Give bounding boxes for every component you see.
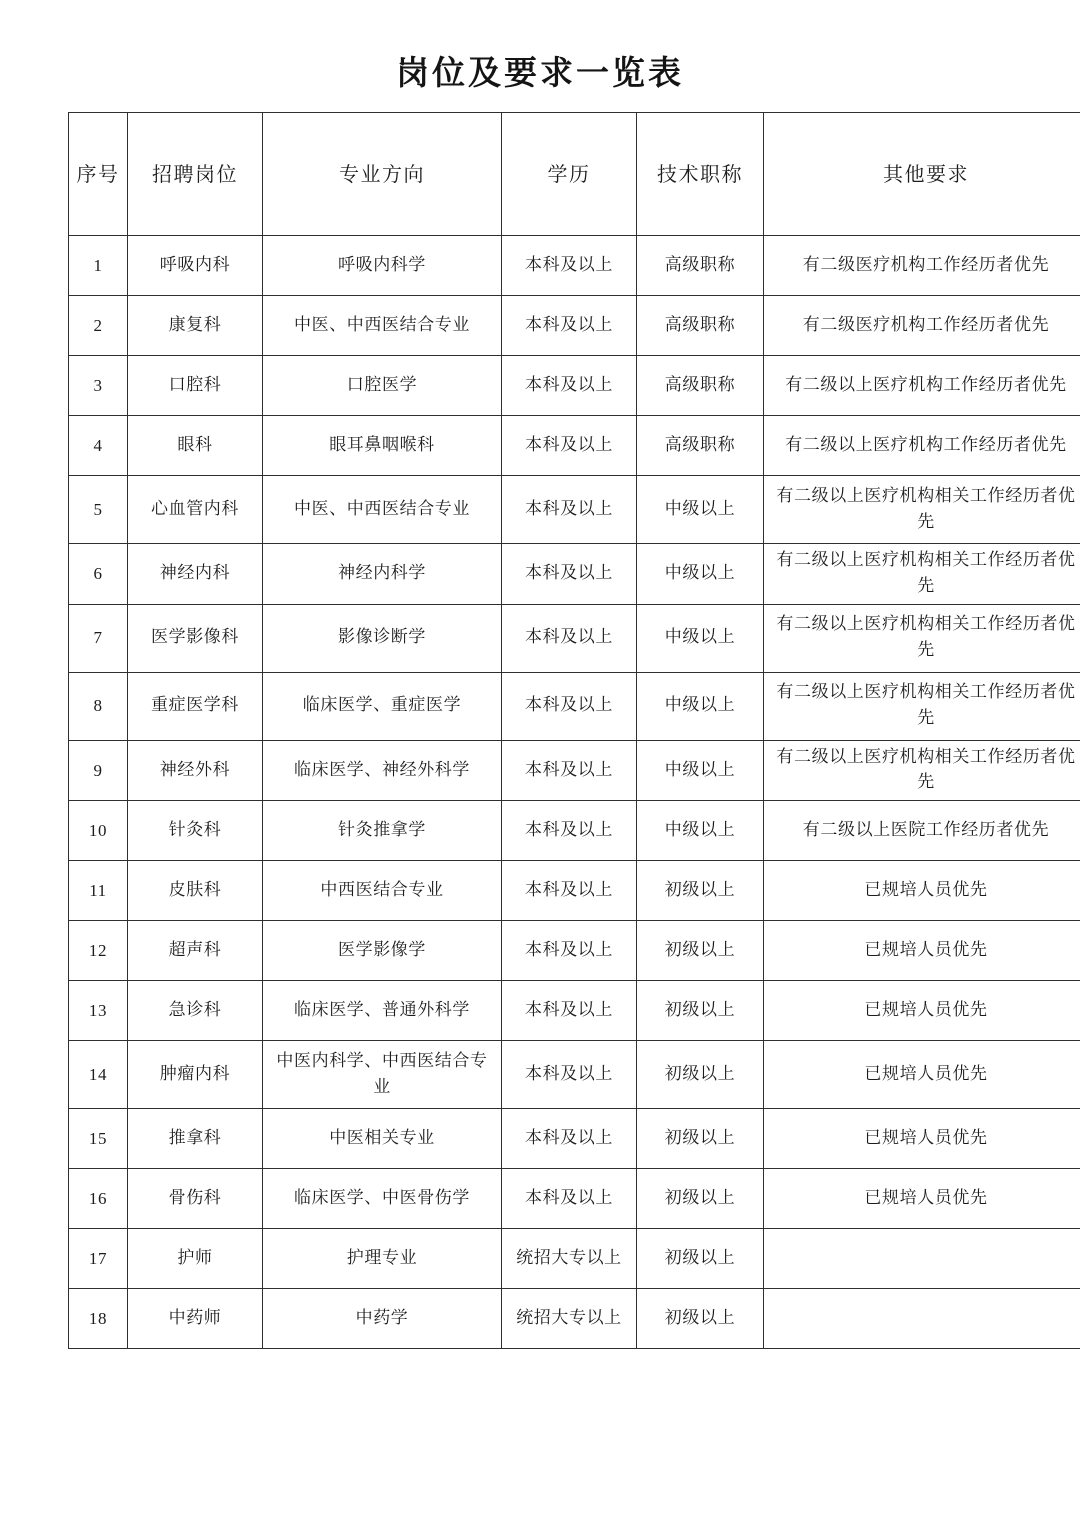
jobs-table-container: [68, 112, 1076, 1349]
table-row: [69, 1109, 1080, 1169]
cell-tech-title: 中级以上: [637, 544, 764, 605]
table-body: [69, 236, 1080, 1349]
cell-position: 中药师: [128, 1289, 263, 1349]
cell-major: 中医内科学、中西医结合专业: [263, 1041, 502, 1109]
cell-position: 神经外科: [128, 740, 263, 801]
cell-other: 有二级以上医疗机构相关工作经历者优先: [764, 544, 1080, 605]
header-row: [69, 113, 1080, 236]
cell-position: 眼科: [128, 416, 263, 476]
cell-position: 神经内科: [128, 544, 263, 605]
cell-other: 已规培人员优先: [764, 1169, 1080, 1229]
cell-index: 9: [69, 740, 128, 801]
column-header-position: 招聘岗位: [128, 113, 263, 236]
cell-index: 16: [69, 1169, 128, 1229]
cell-tech-title: 初级以上: [637, 1289, 764, 1349]
cell-major: 口腔医学: [263, 356, 502, 416]
table-row: [69, 604, 1080, 672]
cell-education: 本科及以上: [502, 604, 637, 672]
cell-tech-title: 初级以上: [637, 1041, 764, 1109]
cell-major: 中医、中西医结合专业: [263, 296, 502, 356]
cell-tech-title: 高级职称: [637, 416, 764, 476]
cell-other: 有二级以上医疗机构工作经历者优先: [764, 356, 1080, 416]
cell-index: 5: [69, 476, 128, 544]
cell-index: 13: [69, 981, 128, 1041]
cell-position: 呼吸内科: [128, 236, 263, 296]
cell-education: 本科及以上: [502, 544, 637, 605]
cell-education: 本科及以上: [502, 981, 637, 1041]
cell-education: 本科及以上: [502, 1109, 637, 1169]
cell-position: 急诊科: [128, 981, 263, 1041]
page-title: 岗位及要求一览表: [396, 53, 684, 92]
table-row: [69, 1229, 1080, 1289]
cell-other: 有二级以上医疗机构相关工作经历者优先: [764, 740, 1080, 801]
cell-position: 超声科: [128, 921, 263, 981]
cell-other: 有二级医疗机构工作经历者优先: [764, 296, 1080, 356]
table-row: [69, 921, 1080, 981]
table-row: [69, 356, 1080, 416]
cell-tech-title: 初级以上: [637, 1109, 764, 1169]
cell-position: 针灸科: [128, 801, 263, 861]
cell-major: 中医、中西医结合专业: [263, 476, 502, 544]
cell-major: 影像诊断学: [263, 604, 502, 672]
table-row: [69, 476, 1080, 544]
table-row: [69, 1041, 1080, 1109]
cell-education: 本科及以上: [502, 1041, 637, 1109]
cell-other: 有二级以上医院工作经历者优先: [764, 801, 1080, 861]
cell-index: 11: [69, 861, 128, 921]
cell-position: 医学影像科: [128, 604, 263, 672]
cell-index: 12: [69, 921, 128, 981]
cell-education: 统招大专以上: [502, 1229, 637, 1289]
table-row: [69, 981, 1080, 1041]
cell-position: 心血管内科: [128, 476, 263, 544]
table-row: [69, 236, 1080, 296]
cell-other: 已规培人员优先: [764, 861, 1080, 921]
cell-education: 本科及以上: [502, 416, 637, 476]
table-row: [69, 416, 1080, 476]
table-row: [69, 672, 1080, 740]
cell-major: 临床医学、重症医学: [263, 672, 502, 740]
table-row: [69, 740, 1080, 801]
cell-major: 中医相关专业: [263, 1109, 502, 1169]
cell-index: 3: [69, 356, 128, 416]
cell-education: 本科及以上: [502, 861, 637, 921]
cell-education: 本科及以上: [502, 356, 637, 416]
cell-index: 14: [69, 1041, 128, 1109]
cell-education: 本科及以上: [502, 296, 637, 356]
cell-other: 有二级以上医疗机构工作经历者优先: [764, 416, 1080, 476]
cell-other: 已规培人员优先: [764, 981, 1080, 1041]
table-row: [69, 861, 1080, 921]
cell-other: 已规培人员优先: [764, 1041, 1080, 1109]
jobs-requirements-table: [68, 112, 1080, 1349]
cell-education: 本科及以上: [502, 921, 637, 981]
cell-education: 本科及以上: [502, 740, 637, 801]
column-header-other: 其他要求: [764, 113, 1080, 236]
cell-position: 重症医学科: [128, 672, 263, 740]
cell-other: 有二级以上医疗机构相关工作经历者优先: [764, 476, 1080, 544]
cell-index: 6: [69, 544, 128, 605]
cell-tech-title: 高级职称: [637, 236, 764, 296]
table-row: [69, 296, 1080, 356]
column-header-education: 学历: [502, 113, 637, 236]
cell-tech-title: 中级以上: [637, 476, 764, 544]
cell-other: 已规培人员优先: [764, 921, 1080, 981]
cell-index: 4: [69, 416, 128, 476]
cell-index: 7: [69, 604, 128, 672]
cell-tech-title: 高级职称: [637, 356, 764, 416]
cell-tech-title: 中级以上: [637, 604, 764, 672]
cell-tech-title: 中级以上: [637, 672, 764, 740]
cell-tech-title: 初级以上: [637, 1169, 764, 1229]
cell-other: 有二级以上医疗机构相关工作经历者优先: [764, 604, 1080, 672]
cell-education: 本科及以上: [502, 236, 637, 296]
cell-position: 康复科: [128, 296, 263, 356]
cell-other: [764, 1289, 1080, 1349]
cell-position: 骨伤科: [128, 1169, 263, 1229]
cell-tech-title: 初级以上: [637, 1229, 764, 1289]
cell-major: 神经内科学: [263, 544, 502, 605]
cell-major: 临床医学、中医骨伤学: [263, 1169, 502, 1229]
cell-major: 护理专业: [263, 1229, 502, 1289]
cell-education: 统招大专以上: [502, 1289, 637, 1349]
table-row: [69, 544, 1080, 605]
cell-position: 皮肤科: [128, 861, 263, 921]
cell-tech-title: 初级以上: [637, 981, 764, 1041]
cell-major: 医学影像学: [263, 921, 502, 981]
cell-education: 本科及以上: [502, 672, 637, 740]
cell-education: 本科及以上: [502, 801, 637, 861]
table-row: [69, 1169, 1080, 1229]
cell-other: 已规培人员优先: [764, 1109, 1080, 1169]
table-row: [69, 1289, 1080, 1349]
cell-major: 临床医学、普通外科学: [263, 981, 502, 1041]
cell-position: 护师: [128, 1229, 263, 1289]
cell-position: 口腔科: [128, 356, 263, 416]
column-header-tech-title: 技术职称: [637, 113, 764, 236]
cell-index: 2: [69, 296, 128, 356]
cell-tech-title: 中级以上: [637, 740, 764, 801]
cell-index: 10: [69, 801, 128, 861]
cell-position: 肿瘤内科: [128, 1041, 263, 1109]
cell-index: 8: [69, 672, 128, 740]
cell-index: 17: [69, 1229, 128, 1289]
cell-tech-title: 高级职称: [637, 296, 764, 356]
cell-tech-title: 初级以上: [637, 921, 764, 981]
cell-major: 针灸推拿学: [263, 801, 502, 861]
cell-other: 有二级以上医疗机构相关工作经历者优先: [764, 672, 1080, 740]
cell-education: 本科及以上: [502, 1169, 637, 1229]
cell-major: 临床医学、神经外科学: [263, 740, 502, 801]
cell-other: [764, 1229, 1080, 1289]
cell-index: 1: [69, 236, 128, 296]
column-header-index: 序号: [69, 113, 128, 236]
cell-position: 推拿科: [128, 1109, 263, 1169]
cell-index: 15: [69, 1109, 128, 1169]
cell-major: 中药学: [263, 1289, 502, 1349]
cell-major: 呼吸内科学: [263, 236, 502, 296]
table-row: [69, 801, 1080, 861]
cell-major: 眼耳鼻咽喉科: [263, 416, 502, 476]
cell-other: 有二级医疗机构工作经历者优先: [764, 236, 1080, 296]
cell-education: 本科及以上: [502, 476, 637, 544]
table-header: [69, 113, 1080, 236]
cell-tech-title: 初级以上: [637, 861, 764, 921]
cell-index: 18: [69, 1289, 128, 1349]
cell-tech-title: 中级以上: [637, 801, 764, 861]
cell-major: 中西医结合专业: [263, 861, 502, 921]
column-header-major: 专业方向: [263, 113, 502, 236]
